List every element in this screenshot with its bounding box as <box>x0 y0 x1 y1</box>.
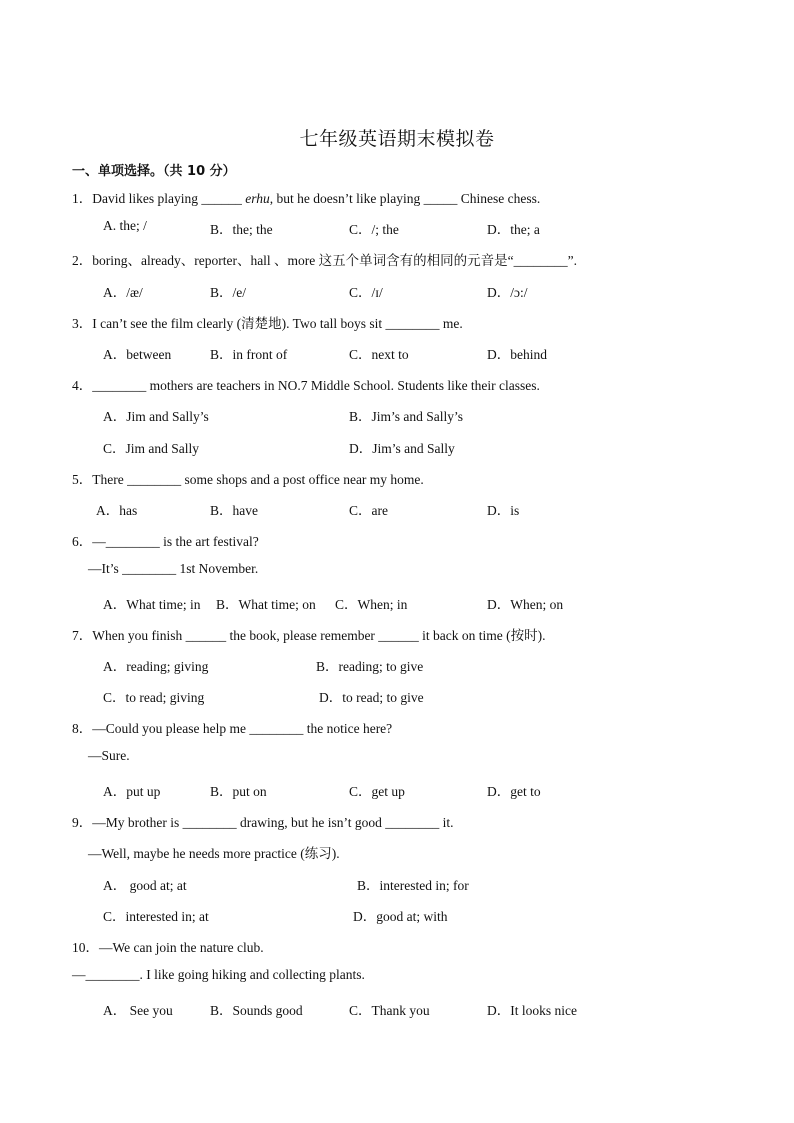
question-5-stem: 5．There ________ some shops and a post office near my home. <box>72 472 424 487</box>
question-8-stem: 8．—Could you please help me ________ the notice here? <box>72 721 393 736</box>
question-10-option-d[interactable]: D．It looks nice <box>487 1003 577 1018</box>
question-2-option-d[interactable]: D．/ɔ:/ <box>487 285 528 300</box>
question-1-stem-post: , but he doesn’t like playing _____ Chinese chess. <box>269 191 541 206</box>
question-4-option-b[interactable]: B．Jim’s and Sally’s <box>349 409 464 424</box>
question-4-option-c[interactable]: C．Jim and Sally <box>103 441 200 456</box>
page-title: 七年级英语期末模拟卷 <box>299 128 495 150</box>
question-10-reply: —________. I like going hiking and collecting plants. <box>72 967 365 982</box>
question-1-option-c[interactable]: C．/; the <box>349 222 399 237</box>
question-7-option-c[interactable]: C．to read; giving <box>103 690 205 705</box>
question-1-stem-pre: 1．David likes playing ______ <box>72 191 246 206</box>
question-1-option-d[interactable]: D．the; a <box>487 222 540 237</box>
question-2-option-b[interactable]: B．/e/ <box>210 285 246 300</box>
question-4-option-d[interactable]: D．Jim’s and Sally <box>349 441 455 456</box>
question-9-reply: —Well, maybe he needs more practice (练习). <box>88 846 340 861</box>
question-6-stem: 6．—________ is the art festival? <box>72 534 259 549</box>
question-6-option-d[interactable]: D．When; on <box>487 597 564 612</box>
question-8-option-c[interactable]: C．get up <box>349 784 405 799</box>
question-10-stem: 10．—We can join the nature club. <box>72 940 264 955</box>
question-8-option-a[interactable]: A．put up <box>103 784 161 799</box>
question-8-option-d[interactable]: D．get to <box>487 784 541 799</box>
question-2-option-a[interactable]: A．/æ/ <box>103 285 143 300</box>
question-2-stem: 2．boring、already、reporter、hall 、more 这五个单词含有的相同的元音是“________”. <box>72 253 578 268</box>
question-9-option-d[interactable]: D．good at; with <box>353 909 448 924</box>
question-10-option-c[interactable]: C．Thank you <box>349 1003 430 1018</box>
question-9-option-c[interactable]: C．interested in; at <box>103 909 209 924</box>
question-5-option-c[interactable]: C．are <box>349 503 388 518</box>
question-1-option-a[interactable]: A. the; / <box>103 218 147 233</box>
question-7-option-b[interactable]: B．reading; to give <box>316 659 424 674</box>
question-10-option-b[interactable]: B．Sounds good <box>210 1003 303 1018</box>
question-3-option-a[interactable]: A．between <box>103 347 172 362</box>
question-3-option-d[interactable]: D．behind <box>487 347 547 362</box>
question-9-option-a[interactable]: A． good at; at <box>103 878 187 893</box>
question-3-option-c[interactable]: C．next to <box>349 347 409 362</box>
question-9-option-b[interactable]: B．interested in; for <box>357 878 469 893</box>
question-3-option-b[interactable]: B．in front of <box>210 347 288 362</box>
question-2-option-c[interactable]: C．/ɪ/ <box>349 285 383 300</box>
question-7-option-d[interactable]: D．to read; to give <box>319 690 424 705</box>
question-8-reply: —Sure. <box>88 748 130 763</box>
question-6-option-c[interactable]: C．When; in <box>335 597 408 612</box>
section-heading: 一、单项选择。（共 10 分） <box>72 164 236 179</box>
question-1-option-b[interactable]: B．the; the <box>210 222 273 237</box>
question-1-stem <box>72 187 540 207</box>
question-3-stem: 3．I can’t see the film clearly (清楚地). Two tall boys sit ________ me. <box>72 316 463 331</box>
question-6-option-a[interactable]: A．What time; in <box>103 597 201 612</box>
question-7-stem: 7．When you finish ______ the book, please remember ______ it back on time (按时). <box>72 628 546 643</box>
question-9-stem: 9．—My brother is ________ drawing, but he isn’t good ________ it. <box>72 815 454 830</box>
question-5-option-d[interactable]: D．is <box>487 503 520 518</box>
question-6-option-b[interactable]: B．What time; on <box>216 597 316 612</box>
question-6-reply: —It’s ________ 1st November. <box>88 561 259 576</box>
question-4-option-a[interactable]: A．Jim and Sally’s <box>103 409 209 424</box>
question-7-option-a[interactable]: A．reading; giving <box>103 659 209 674</box>
question-5-option-a[interactable]: A．has <box>96 503 138 518</box>
question-1-italic-word: erhu <box>245 191 270 206</box>
question-8-option-b[interactable]: B．put on <box>210 784 267 799</box>
question-5-option-b[interactable]: B．have <box>210 503 258 518</box>
question-10-option-a[interactable]: A． See you <box>103 1003 173 1018</box>
question-4-stem: 4．________ mothers are teachers in NO.7 Middle School. Students like their classes. <box>72 378 540 393</box>
